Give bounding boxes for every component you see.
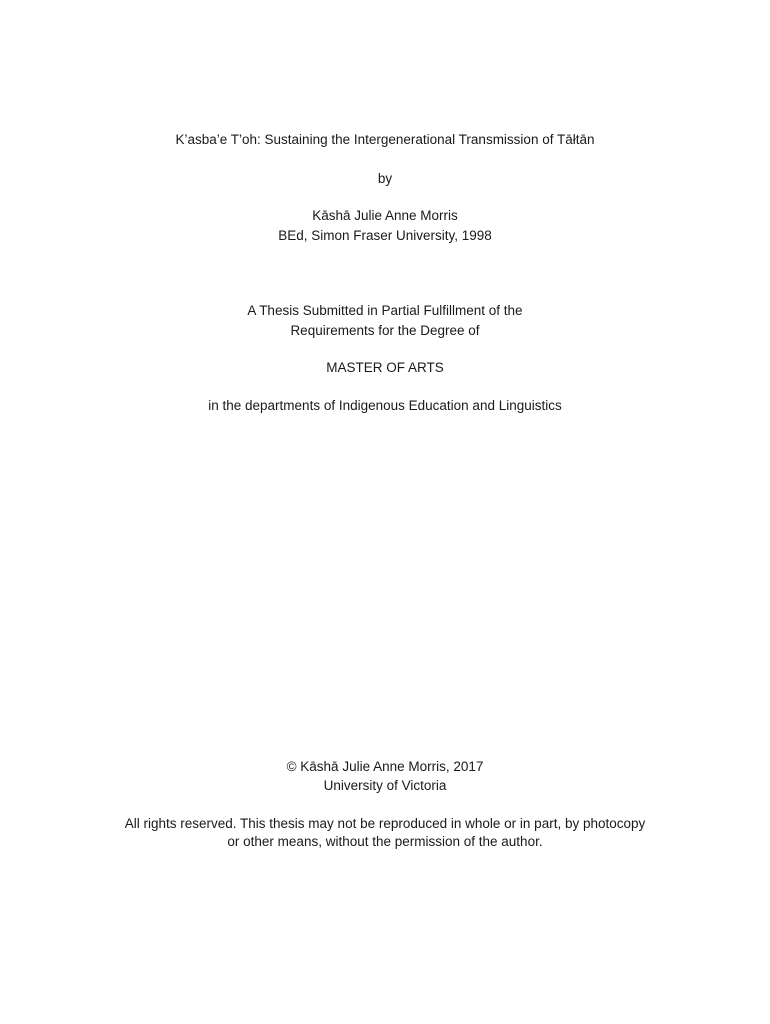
copyright-notice: © Kāshā Julie Anne Morris, 2017: [286, 759, 484, 774]
degree-name: MASTER OF ARTS: [326, 360, 444, 375]
submission-statement-line-1: A Thesis Submitted in Partial Fulfillment of the: [247, 303, 523, 318]
thesis-title: K’asba’e T’oh: Sustaining the Intergenerational Transmission of Tāłtān: [175, 132, 595, 147]
previous-degree: BEd, Simon Fraser University, 1998: [278, 228, 492, 243]
author-name: Kāshā Julie Anne Morris: [312, 208, 458, 223]
rights-statement-line-2: or other means, without the permission of the author.: [227, 834, 543, 849]
departments: in the departments of Indigenous Education and Linguistics: [208, 398, 562, 413]
submission-statement-line-2: Requirements for the Degree of: [290, 323, 480, 338]
rights-statement-line-1: All rights reserved. This thesis may not be reproduced in whole or in part, by photocopy: [124, 816, 646, 831]
by-line: by: [377, 171, 393, 186]
university-name: University of Victoria: [323, 778, 447, 793]
